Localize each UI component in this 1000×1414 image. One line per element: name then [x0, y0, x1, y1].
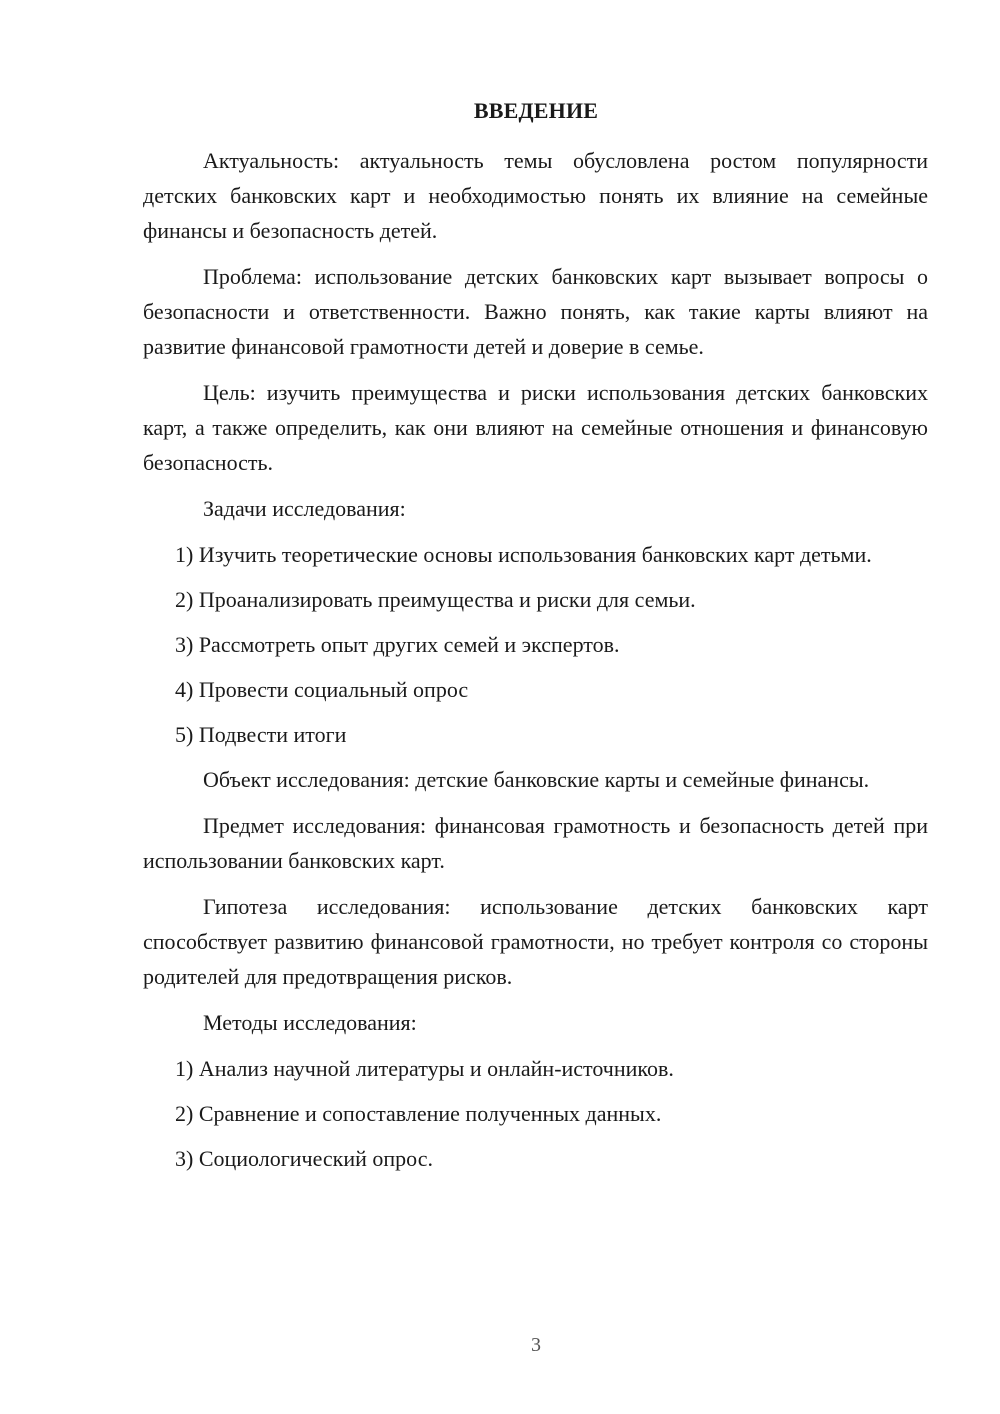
task-item: 5) Подвести итоги — [175, 722, 347, 747]
task-item: 4) Провести социальный опрос — [175, 677, 469, 702]
method-item: 1) Анализ научной литературы и онлайн-источников. — [175, 1056, 674, 1081]
document-body — [143, 143, 928, 1186]
paragraph-subject: Предмет исследования: финансовая грамотность и безопасность детей при использовании банковских карт. — [143, 813, 928, 873]
paragraph-object: Объект исследования: детские банковские карты и семейные финансы. — [203, 767, 870, 792]
methods-list — [143, 1051, 928, 1176]
paragraph-problem: Проблема: использование детских банковских карт вызывает вопросы о безопасности и ответственности. Важно понять, как такие карты влияют на развитие финансовой грамотности детей и доверие в семье. — [143, 264, 928, 359]
tasks-list — [143, 537, 928, 752]
methods-heading: Методы исследования: — [203, 1010, 417, 1035]
task-item: 2) Проанализировать преимущества и риски для семьи. — [175, 587, 696, 612]
page-number: 3 — [531, 1334, 541, 1356]
section-title: ВВЕДЕНИЕ — [473, 98, 599, 123]
task-item: 3) Рассмотреть опыт других семей и экспертов. — [175, 632, 620, 657]
paragraph-relevance: Актуальность: актуальность темы обусловлена ростом популярности детских банковских карт и необходимостью понять их влияние на семейные финансы и безопасность детей. — [143, 148, 928, 243]
method-item: 2) Сравнение и сопоставление полученных данных. — [175, 1101, 662, 1126]
paragraph-hypothesis: Гипотеза исследования: использование детских банковских карт способствует развитию финансовой грамотности, но требует контроля со стороны родителей для предотвращения рисков. — [143, 894, 928, 989]
paragraph-goal: Цель: изучить преимущества и риски использования детских банковских карт, а также определить, как они влияют на семейные отношения и финансовую безопасность. — [143, 380, 928, 475]
task-item: 1) Изучить теоретические основы использования банковских карт детьми. — [175, 542, 872, 567]
method-item: 3) Социологический опрос. — [175, 1146, 433, 1171]
tasks-heading: Задачи исследования: — [203, 496, 406, 521]
